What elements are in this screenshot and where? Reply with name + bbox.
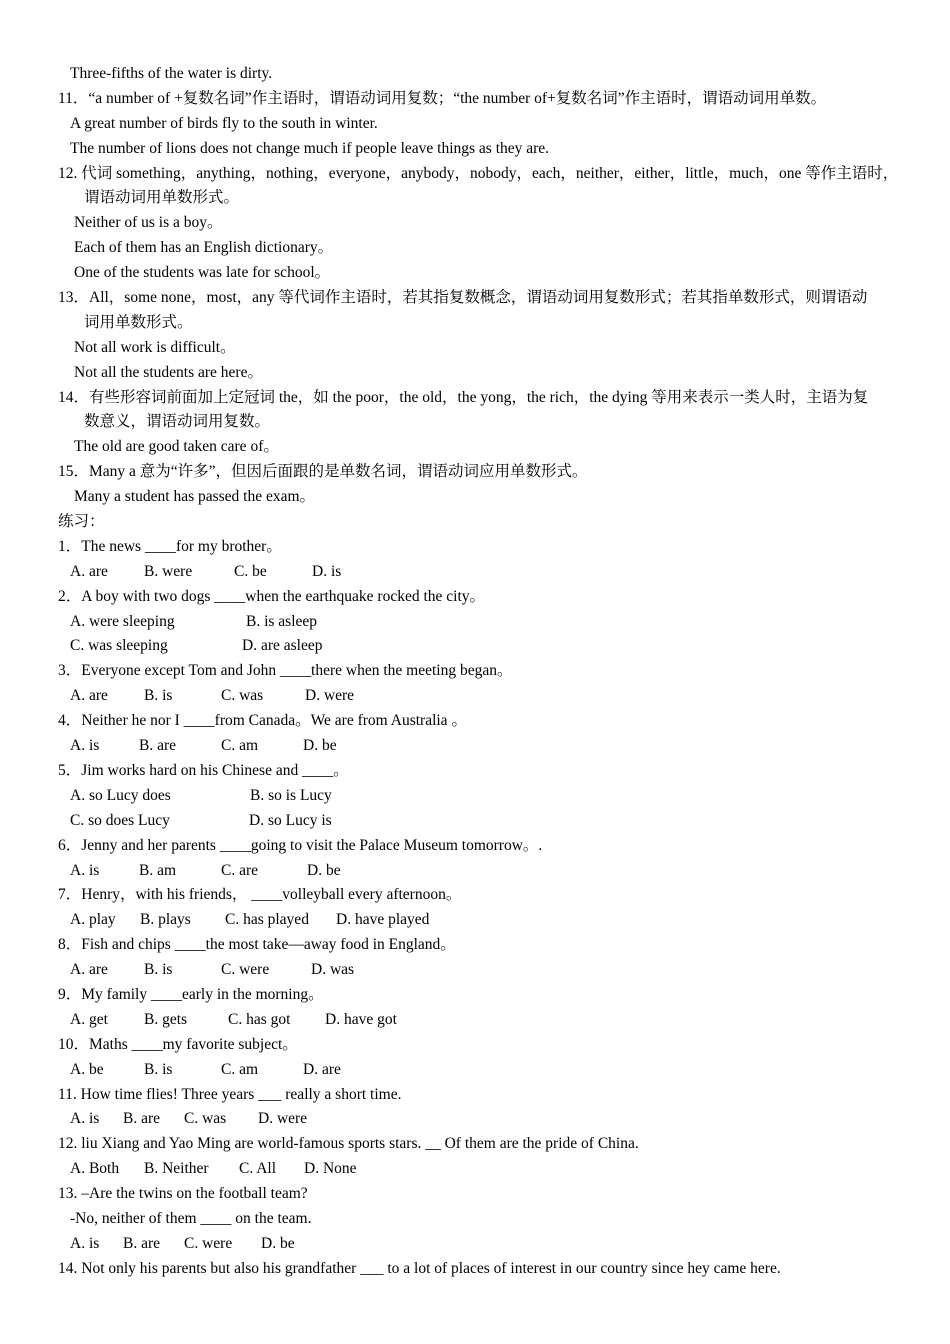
answer-option[interactable]: A. play [70, 911, 116, 929]
answer-option[interactable]: B. is [144, 1060, 173, 1078]
grammar-rule-13-cont: 词用单数形式。 [84, 313, 193, 331]
answer-option[interactable]: A. is [70, 1234, 100, 1252]
answer-option[interactable]: B. so is Lucy [250, 786, 332, 804]
answer-option[interactable]: A. were sleeping [70, 612, 175, 630]
question-text-cont: -No, neither of them ____ on the team. [70, 1209, 312, 1227]
question-text: 8．Fish and chips ____the most take—away food in England。 [58, 936, 456, 954]
grammar-rule-12-cont: 谓语动词用单数形式。 [84, 189, 240, 207]
example-sentence: One of the students was late for school。 [74, 264, 331, 282]
answer-option[interactable]: A. are [70, 562, 108, 580]
exercise-list [0, 535, 950, 1282]
answer-option[interactable]: C. has got [228, 1010, 291, 1028]
answer-option[interactable]: A. get [70, 1010, 108, 1028]
answer-option[interactable]: D. were [258, 1110, 308, 1128]
answer-option[interactable]: A. are [70, 961, 108, 979]
question-text: 1．The news ____for my brother。 [58, 537, 282, 555]
answer-option[interactable]: C. All [239, 1160, 277, 1178]
answer-options [0, 1232, 950, 1257]
question-text: 4．Neither he nor I ____from Canada。We are from Australia 。 [58, 712, 467, 730]
answer-option[interactable]: C. so does Lucy [70, 811, 170, 829]
answer-option[interactable]: C. are [221, 861, 259, 879]
answer-options [0, 958, 950, 983]
answer-option[interactable]: B. Neither [144, 1160, 209, 1178]
answer-option[interactable]: D. are [303, 1060, 341, 1078]
answer-option[interactable]: D. have played [336, 911, 430, 929]
answer-option[interactable]: B. are [139, 737, 177, 755]
answer-option[interactable]: B. are [123, 1234, 161, 1252]
answer-options [0, 1107, 950, 1132]
answer-option[interactable]: A. Both [70, 1160, 120, 1178]
answer-option[interactable]: D. be [303, 737, 337, 755]
question-text: 2．A boy with two dogs ____when the earthquake rocked the city。 [58, 587, 486, 605]
answer-option[interactable]: B. were [144, 562, 193, 580]
answer-options [0, 908, 950, 933]
question-text: 3．Everyone except Tom and John ____there when the meeting began。 [58, 662, 513, 680]
answer-option[interactable]: D. be [261, 1234, 295, 1252]
answer-option[interactable]: C. were [221, 961, 270, 979]
exercise-heading: 练习： [58, 513, 105, 531]
answer-options [0, 1008, 950, 1033]
answer-options [0, 1157, 950, 1182]
example-sentence: Three-fifths of the water is dirty. [70, 65, 273, 82]
example-sentence: Many a student has passed the exam。 [74, 488, 316, 506]
answer-options [0, 859, 950, 884]
example-sentence: Each of them has an English dictionary。 [74, 239, 334, 257]
question-text: 7．Henry，with his friends， ____volleyball every afternoon。 [58, 886, 462, 904]
example-sentence: The old are good taken care of。 [74, 438, 279, 456]
answer-option[interactable]: C. am [221, 1060, 259, 1078]
answer-option[interactable]: D. have got [325, 1010, 397, 1028]
grammar-rule-13: 13．All，some none，most，any 等代词作主语时，若其指复数概念，谓语动词用复数形式；若其指单数形式，则谓语动 [58, 289, 868, 307]
grammar-rule-15: 15．Many a 意为“许多”，但因后面跟的是单数名词，谓语动词应用单数形式。 [58, 463, 588, 481]
answer-option[interactable]: A. is [70, 737, 100, 755]
answer-options [0, 809, 950, 834]
answer-option[interactable]: A. is [70, 1110, 100, 1128]
answer-option[interactable]: A. be [70, 1060, 104, 1078]
answer-option[interactable]: C. was [221, 687, 264, 705]
answer-option[interactable]: B. is asleep [246, 612, 318, 630]
answer-options [0, 734, 950, 759]
answer-option[interactable]: D. is [312, 562, 342, 580]
question-text: 14. Not only his parents but also his grandfather ___ to a lot of places of interest in our country since hey came here. [58, 1259, 781, 1277]
grammar-rule-14-cont: 数意义，谓语动词用复数。 [84, 413, 271, 431]
answer-option[interactable]: D. were [305, 687, 355, 705]
example-sentence: Neither of us is a boy。 [74, 214, 223, 232]
grammar-rule-14: 14．有些形容词前面加上定冠词 the，如 the poor，the old，the yong，the rich，the dying 等用来表示一类人时，主语为复 [58, 388, 869, 406]
answer-option[interactable]: D. None [304, 1160, 357, 1178]
question-text: 5．Jim works hard on his Chinese and ____。 [58, 761, 349, 779]
answer-option[interactable]: B. are [123, 1110, 161, 1128]
grammar-rule-12: 12. 代词 something，anything，nothing，everyone，anybody，nobody，each，neither，either，little，much，one 等作主语时， [58, 164, 899, 182]
answer-option[interactable]: B. is [144, 961, 173, 979]
answer-option[interactable]: D. so Lucy is [249, 811, 332, 829]
answer-option[interactable]: C. was [184, 1110, 227, 1128]
example-sentence: Not all work is difficult。 [74, 338, 236, 356]
question-text: 9．My family ____early in the morning。 [58, 985, 324, 1003]
question-text: 6．Jenny and her parents ____going to visit the Palace Museum tomorrow。. [58, 836, 543, 854]
answer-option[interactable]: B. plays [140, 911, 191, 929]
question-text: 10．Maths ____my favorite subject。 [58, 1035, 298, 1053]
question-text: 12. liu Xiang and Yao Ming are world-famous sports stars. __ Of them are the pride of China. [58, 1135, 639, 1153]
answer-option[interactable]: D. be [307, 861, 341, 879]
answer-option[interactable]: B. is [144, 687, 173, 705]
answer-options [0, 1058, 950, 1083]
answer-option[interactable]: D. are asleep [242, 637, 323, 655]
answer-option[interactable]: C. be [234, 562, 267, 580]
answer-options [0, 610, 950, 635]
answer-option[interactable]: B. gets [144, 1010, 188, 1028]
answer-option[interactable]: B. am [139, 861, 177, 879]
answer-option[interactable]: A. so Lucy does [70, 786, 171, 804]
answer-option[interactable]: C. has played [225, 911, 309, 929]
answer-option[interactable]: D. was [311, 961, 355, 979]
answer-option[interactable]: A. is [70, 861, 100, 879]
answer-options [0, 634, 950, 659]
example-sentence: A great number of birds fly to the south in winter. [70, 114, 378, 132]
question-text: 13. –Are the twins on the football team? [58, 1185, 308, 1203]
document-page [0, 62, 950, 1282]
answer-option[interactable]: C. am [221, 737, 259, 755]
answer-options [0, 684, 950, 709]
example-sentence: Not all the students are here。 [74, 363, 263, 381]
example-sentence: The number of lions does not change much if people leave things as they are. [70, 139, 550, 157]
answer-options [0, 784, 950, 809]
answer-option[interactable]: C. was sleeping [70, 637, 168, 655]
grammar-rule-11: 11．“a number of +复数名词”作主语时，谓语动词用复数；“the number of+复数名词”作主语时，谓语动词用单数。 [58, 89, 827, 107]
answer-options [0, 560, 950, 585]
question-text: 11. How time flies! Three years ___ really a short time. [58, 1085, 402, 1103]
answer-option[interactable]: A. are [70, 687, 108, 705]
answer-option[interactable]: C. were [184, 1234, 233, 1252]
